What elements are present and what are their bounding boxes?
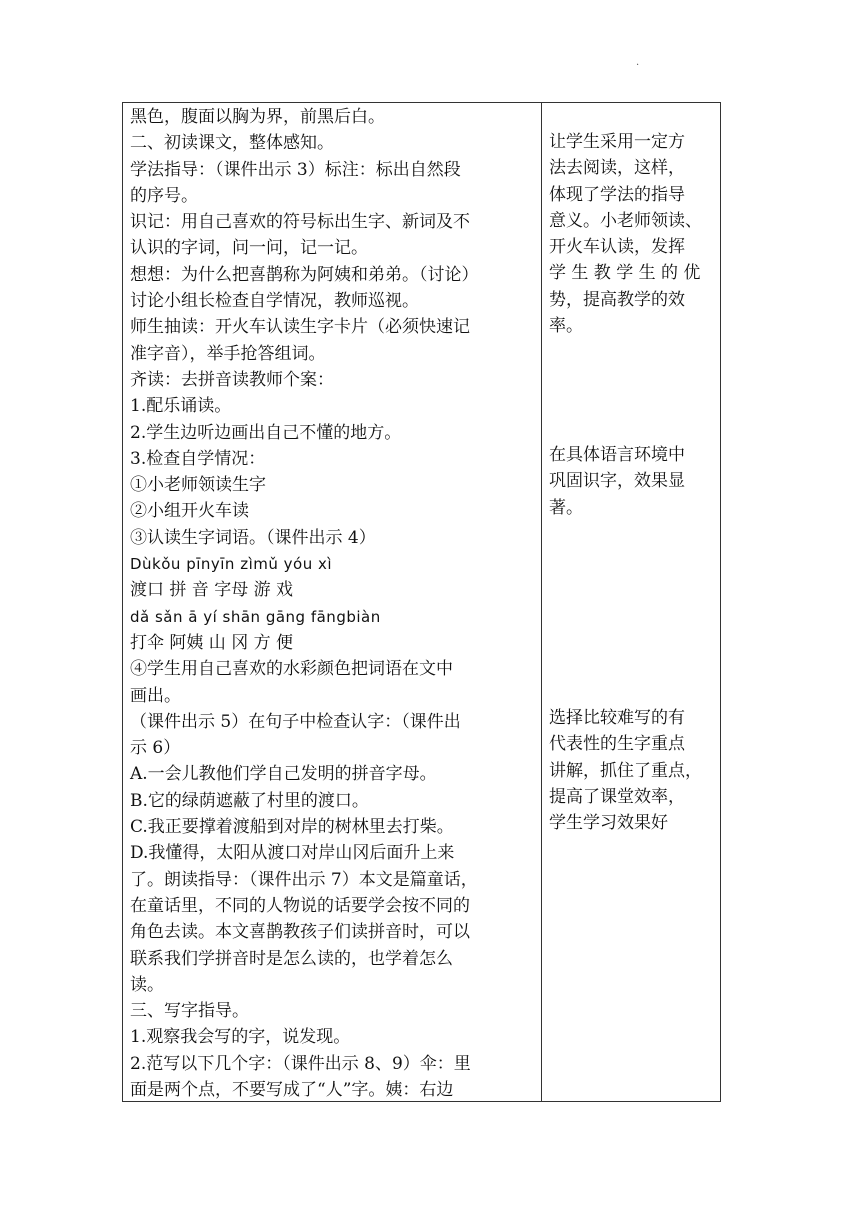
process-line: 角色去读。本文喜鹊教孩子们读拼音时，可以 — [130, 922, 470, 943]
process-line: ②小组开火车读 — [130, 501, 249, 522]
process-line: 三、写字指导。 — [130, 1001, 249, 1022]
design-note-line: 讲解，抓住了重点， — [549, 760, 702, 781]
design-note-line: 代表性的生字重点 — [549, 734, 685, 755]
process-line: 打伞 阿姨 山 冈 方 便 — [130, 632, 294, 653]
lesson-plan-table — [122, 102, 721, 1102]
process-line: 师生抽读：开火车认读生字卡片（必须快速记 — [130, 317, 470, 338]
process-line: 想想：为什么把喜鹊称为阿姨和弟弟。（讨论） — [130, 264, 479, 285]
process-line: 联系我们学拼音时是怎么读的，也学着怎么 — [130, 948, 453, 969]
process-line: 黑色，腹面以胸为界，前黑后白。 — [130, 107, 385, 127]
design-note-line: 让学生采用一定方 — [549, 132, 685, 152]
process-line: 的序号。 — [130, 185, 198, 206]
process-line: 讨论小组长检查自学情况，教师巡视。 — [130, 291, 419, 312]
design-note-line: 体现了学法的指导 — [549, 184, 685, 205]
process-line: 1.配乐诵读。 — [130, 396, 232, 417]
process-line: 3.检查自学情况： — [130, 448, 266, 469]
process-line: Dùkǒu pīnyīn zìmǔ yóu xì — [130, 555, 333, 574]
process-line: 读。 — [130, 974, 164, 995]
design-note-line: 率。 — [549, 316, 583, 337]
teaching-process-column — [123, 103, 542, 1101]
design-note-line: 开火车认读，发挥 — [549, 237, 685, 258]
process-line: B.它的绿荫遮蔽了村里的渡口。 — [130, 790, 369, 811]
process-line: 渡口 拼 音 字母 游 戏 — [130, 580, 294, 601]
process-line: 学法指导：（课件出示 3）标注：标出自然段 — [130, 159, 461, 180]
design-note-line: 学 生 教 学 生 的 优 — [549, 263, 701, 284]
process-line: 准字音），举手抢答组词。 — [130, 343, 326, 364]
design-note — [549, 129, 714, 339]
process-line: 示 6） — [130, 738, 181, 759]
design-note-line: 在具体语言环境中 — [549, 445, 685, 465]
process-line: ④学生用自己喜欢的水彩颜色把词语在文中 — [130, 659, 453, 680]
process-line: ③认读生字词语。（课件出示 4） — [130, 527, 376, 548]
design-note-line: 意义。小老师领读、 — [549, 210, 702, 231]
process-line: ①小老师领读生字 — [130, 475, 266, 496]
design-note-line: 选择比较难写的有 — [549, 708, 685, 728]
design-note — [549, 705, 714, 836]
process-line: 2.范写以下几个字：（课件出示 8、9）伞：里 — [130, 1053, 471, 1074]
process-line: 认识的字词，问一问，记一记。 — [130, 238, 368, 259]
design-intent-column — [542, 103, 720, 1101]
process-line: 画出。 — [130, 685, 181, 706]
process-line: 识记：用自己喜欢的符号标出生字、新词及不 — [130, 212, 470, 233]
design-note-line: 法去阅读，这样， — [549, 158, 685, 179]
process-line: 面是两个点，不要写成了“人”字。姨：右边 — [130, 1079, 454, 1100]
process-line: A.一会儿教他们学自己发明的拼音字母。 — [130, 764, 437, 785]
process-line: C.我正要撑着渡船到对岸的树林里去打柴。 — [130, 817, 454, 838]
process-line: dǎ sǎn ā yí shān gāng fāngbiàn — [130, 607, 381, 626]
process-line: （课件出示 5）在句子中检查认字：（课件出 — [130, 711, 461, 732]
design-note-line: 著。 — [549, 497, 583, 518]
process-line: 1.观察我会写的字，说发现。 — [130, 1027, 351, 1048]
design-note-line: 巩固识字，效果显 — [549, 471, 685, 492]
design-note-line: 势，提高教学的效 — [549, 289, 685, 310]
process-line: 2.学生边听边画出自己不懂的地方。 — [130, 422, 402, 443]
process-line: 二、初读课文，整体感知。 — [130, 133, 334, 154]
process-line: 齐读：去拼音读教师个案： — [130, 369, 334, 390]
design-note-line: 提高了课堂效率， — [549, 786, 685, 807]
design-note-line: 学生学习效果好 — [549, 813, 668, 834]
page-corner-mark: . — [636, 57, 640, 68]
process-line: 在童话里，不同的人物说的话要学会按不同的 — [130, 895, 470, 916]
process-line: D.我懂得，太阳从渡口对岸山冈后面升上来 — [130, 843, 455, 864]
process-line: 了。朗读指导：（课件出示 7）本文是篇童话， — [130, 869, 478, 890]
design-note — [549, 442, 714, 521]
